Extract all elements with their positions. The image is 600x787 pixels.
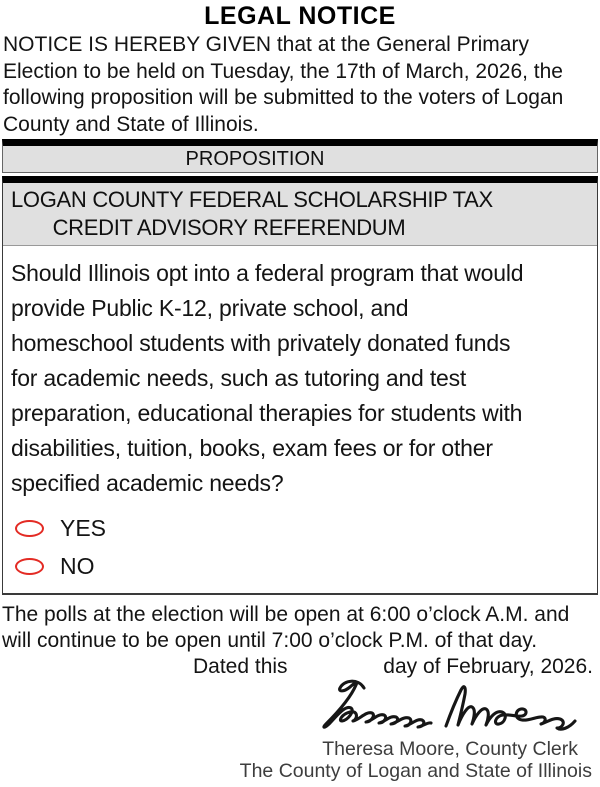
- proposition-title-line: CREDIT ADVISORY REFERENDUM: [52, 215, 406, 240]
- option-label-no: NO: [60, 552, 95, 579]
- notice-line: NOTICE IS HEREBY GIVEN that at the General Primary: [3, 33, 529, 56]
- ballot-options: [3, 501, 597, 593]
- proposition-title: [3, 183, 597, 246]
- proposition-box: [2, 176, 598, 595]
- notice-line: County and State of Illinois.: [3, 112, 259, 136]
- question-line: disabilities, tuition, books, exam fees or for other: [11, 435, 493, 461]
- signature-area: [0, 674, 586, 736]
- polls-line: will continue to be open until 7:00 o’clock P.M. of that day.: [2, 629, 538, 652]
- county-line: The County of Logan and State of Illinois: [239, 760, 592, 782]
- question-line: Should Illinois opt into a federal program that would: [11, 260, 524, 286]
- question-line: specified academic needs?: [11, 470, 284, 496]
- page-title: LEGAL NOTICE: [204, 2, 396, 30]
- dated-line: [0, 654, 600, 680]
- question-line: preparation, educational therapies for students with: [11, 400, 523, 426]
- ballot-bubble-no-icon[interactable]: [15, 558, 44, 575]
- proposition-header-bar: PROPOSITION: [2, 139, 598, 173]
- question-line: homeschool students with privately donated funds: [11, 330, 511, 356]
- question-line: provide Public K-12, private school, and: [11, 295, 409, 321]
- polls-line: The polls at the election will be open at 6:00 o’clock A.M. and: [2, 603, 570, 626]
- legal-notice-page: [0, 3, 600, 787]
- option-label-yes: YES: [60, 514, 107, 541]
- option-row-no[interactable]: [15, 551, 597, 581]
- polls-paragraph: [2, 602, 598, 654]
- dated-suffix: day of February, 2026.: [383, 655, 593, 678]
- clerk-name-line: Theresa Moore, County Clerk: [322, 738, 578, 760]
- option-row-yes[interactable]: [15, 513, 597, 543]
- proposition-title-line: LOGAN COUNTY FEDERAL SCHOLARSHIP TAX: [11, 187, 493, 212]
- dated-prefix: Dated this: [193, 655, 288, 678]
- referendum-question: [3, 246, 597, 501]
- signature-theresa-moore: [318, 674, 586, 736]
- notice-line: Election to be held on Tuesday, the 17th of March, 2026, the: [3, 59, 563, 83]
- notice-paragraph: [3, 32, 598, 138]
- notice-line: following proposition will be submitted to the voters of Logan: [3, 86, 564, 109]
- question-line: for academic needs, such as tutoring and test: [11, 365, 467, 391]
- ballot-bubble-yes-icon[interactable]: [15, 520, 44, 537]
